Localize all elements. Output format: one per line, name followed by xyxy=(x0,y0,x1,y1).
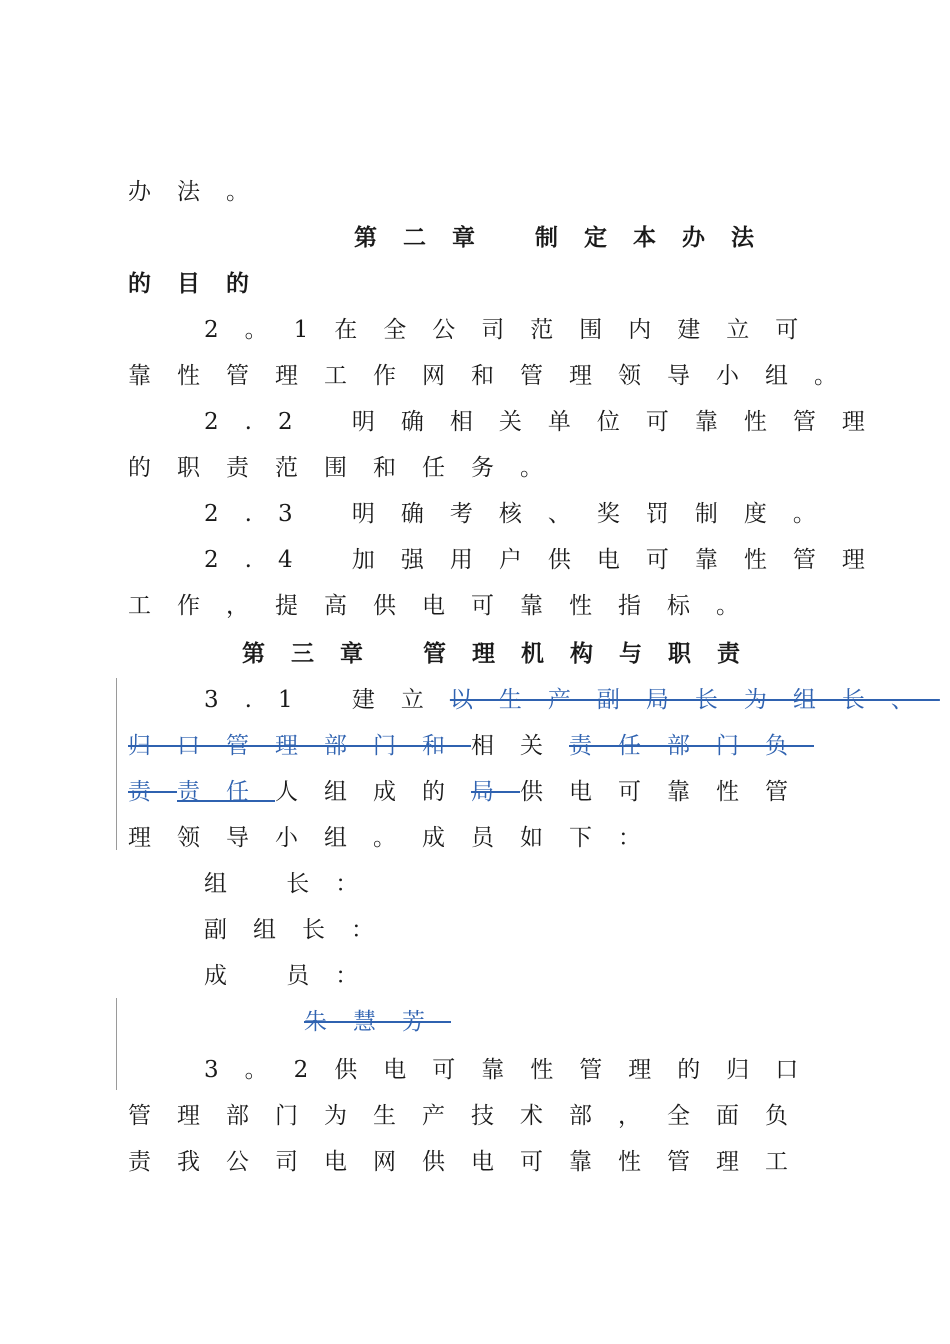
text-span: 的职责范围和任务。 xyxy=(128,455,569,481)
deleted-text: 责任部门负 xyxy=(569,733,814,759)
text-span: 相关 xyxy=(471,733,569,759)
deleted-text: 责 xyxy=(128,779,177,805)
text-span: 靠性管理工作网和管理领导小组。 xyxy=(128,363,863,389)
inserted-text: 责任 xyxy=(177,779,275,805)
text-span: 的目的 xyxy=(128,271,275,297)
clause-3-2-cont-2 xyxy=(128,1142,814,1182)
clause-3-1 xyxy=(204,680,940,720)
text-span: 第三章 管理机构与职责 xyxy=(242,641,767,667)
text-span: 副组长： xyxy=(204,917,400,943)
text-span: 人组成的 xyxy=(275,779,471,805)
text-span: 3.1 建立 xyxy=(204,687,450,713)
text-span: 第二章 制定本办法 xyxy=(354,225,781,251)
text-span: 2.3 明确考核、奖罚制度。 xyxy=(204,501,842,527)
text-span: 工作，提高供电可靠性指标。 xyxy=(128,593,765,619)
clause-3-2 xyxy=(204,1050,824,1090)
clause-3-1-cont-1 xyxy=(128,726,814,766)
text-span: 成 员： xyxy=(204,963,385,989)
clause-3-1-cont-3 xyxy=(128,818,667,858)
chapter-2-heading xyxy=(354,218,780,258)
revision-change-bar xyxy=(116,998,117,1090)
clause-2-1 xyxy=(204,310,824,350)
deleted-text: 朱慧芳 xyxy=(304,1009,451,1035)
text-span: 组 长： xyxy=(204,871,385,897)
clause-2-1-cont xyxy=(128,356,863,396)
text-span: 办法。 xyxy=(128,179,275,205)
text-span: 供电可靠性管 xyxy=(520,779,814,805)
text-span: 2.4 加强用户供电可靠性管理 xyxy=(204,547,891,573)
clause-2-4 xyxy=(204,540,891,580)
member-row-leader xyxy=(204,864,384,904)
deleted-text: 局 xyxy=(471,779,520,805)
deleted-text: 以生产副局长为组长、 xyxy=(449,687,940,713)
text-span: 责我公司电网供电可靠性管理工 xyxy=(128,1149,814,1175)
revision-change-bar xyxy=(116,678,117,850)
clause-2-2 xyxy=(204,402,891,442)
text-span: 2.2 明确相关单位可靠性管理 xyxy=(204,409,891,435)
clause-2-2-cont xyxy=(128,448,569,488)
text-line-continuation xyxy=(128,172,275,212)
text-span: 管理部门为生产技术部，全面负 xyxy=(128,1103,814,1129)
member-row-members xyxy=(204,956,384,996)
text-span: 2。1在全公司范围内建立可 xyxy=(204,317,825,343)
member-row-deputy xyxy=(204,910,400,950)
clause-2-4-cont xyxy=(128,586,765,626)
chapter-2-heading-cont xyxy=(128,264,275,304)
chapter-3-heading xyxy=(242,634,766,674)
text-span: 理领导小组。成员如下： xyxy=(128,825,667,851)
clause-3-2-cont-1 xyxy=(128,1096,814,1136)
deleted-text: 归口管理部门和 xyxy=(128,733,471,759)
text-span: 3。2供电可靠性管理的归口 xyxy=(204,1057,825,1083)
clause-3-1-cont-2 xyxy=(128,772,814,812)
clause-2-3 xyxy=(204,494,842,534)
member-name-deleted xyxy=(304,1002,451,1042)
